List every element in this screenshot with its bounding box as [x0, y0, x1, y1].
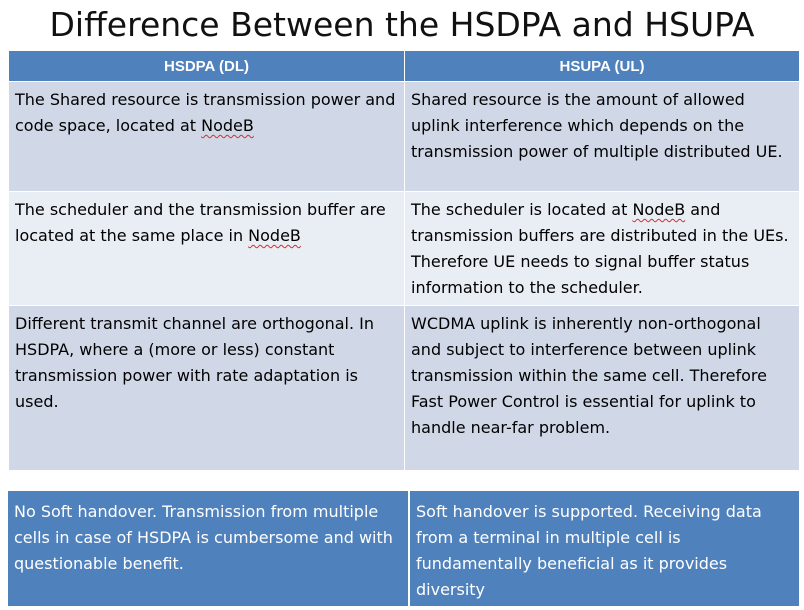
soft-handover-row: [8, 491, 799, 606]
column-header-hsupa: HSUPA (UL): [405, 51, 800, 82]
page-title: Difference Between the HSDPA and HSUPA: [49, 5, 755, 44]
table-row: [9, 192, 800, 306]
table-row: [9, 82, 800, 192]
hsdpa-cell: Different transmit channel are orthogonal. In HSDPA, where a (more or less) constant transmission power with rate adaptation is used.: [9, 306, 405, 471]
hsupa-cell: Shared resource is the amount of allowed uplink interference which depends on the transmission power of multiple distributed UE.: [405, 82, 800, 192]
hsupa-cell: WCDMA uplink is inherently non-orthogonal and subject to interference between uplink transmission within the same cell. Therefore Fast Power Control is essential for uplink to handle near-far problem.: [405, 306, 800, 471]
hsdpa-cell: The Shared resource is transmission power and code space, located at NodeB: [9, 82, 405, 192]
table-header-row: [9, 51, 800, 82]
hsupa-cell: The scheduler is located at NodeB and transmission buffers are distributed in the UEs. Therefore UE needs to signal buffer status information to the scheduler.: [405, 192, 800, 306]
nodeb-term: NodeB: [632, 200, 686, 219]
hsdpa-handover-cell: No Soft handover. Transmission from multiple cells in case of HSDPA is cumbersome and with questionable benefit.: [8, 491, 410, 606]
nodeb-term: NodeB: [248, 226, 301, 245]
table-row: [9, 306, 800, 471]
column-header-hsdpa: HSDPA (DL): [9, 51, 405, 82]
comparison-table: [8, 50, 800, 471]
nodeb-term: NodeB: [201, 116, 254, 135]
hsdpa-cell: The scheduler and the transmission buffer are located at the same place in NodeB: [9, 192, 405, 306]
hsupa-handover-cell: Soft handover is supported. Receiving data from a terminal in multiple cell is fundamentally beneficial as it provides diversity: [410, 491, 799, 606]
